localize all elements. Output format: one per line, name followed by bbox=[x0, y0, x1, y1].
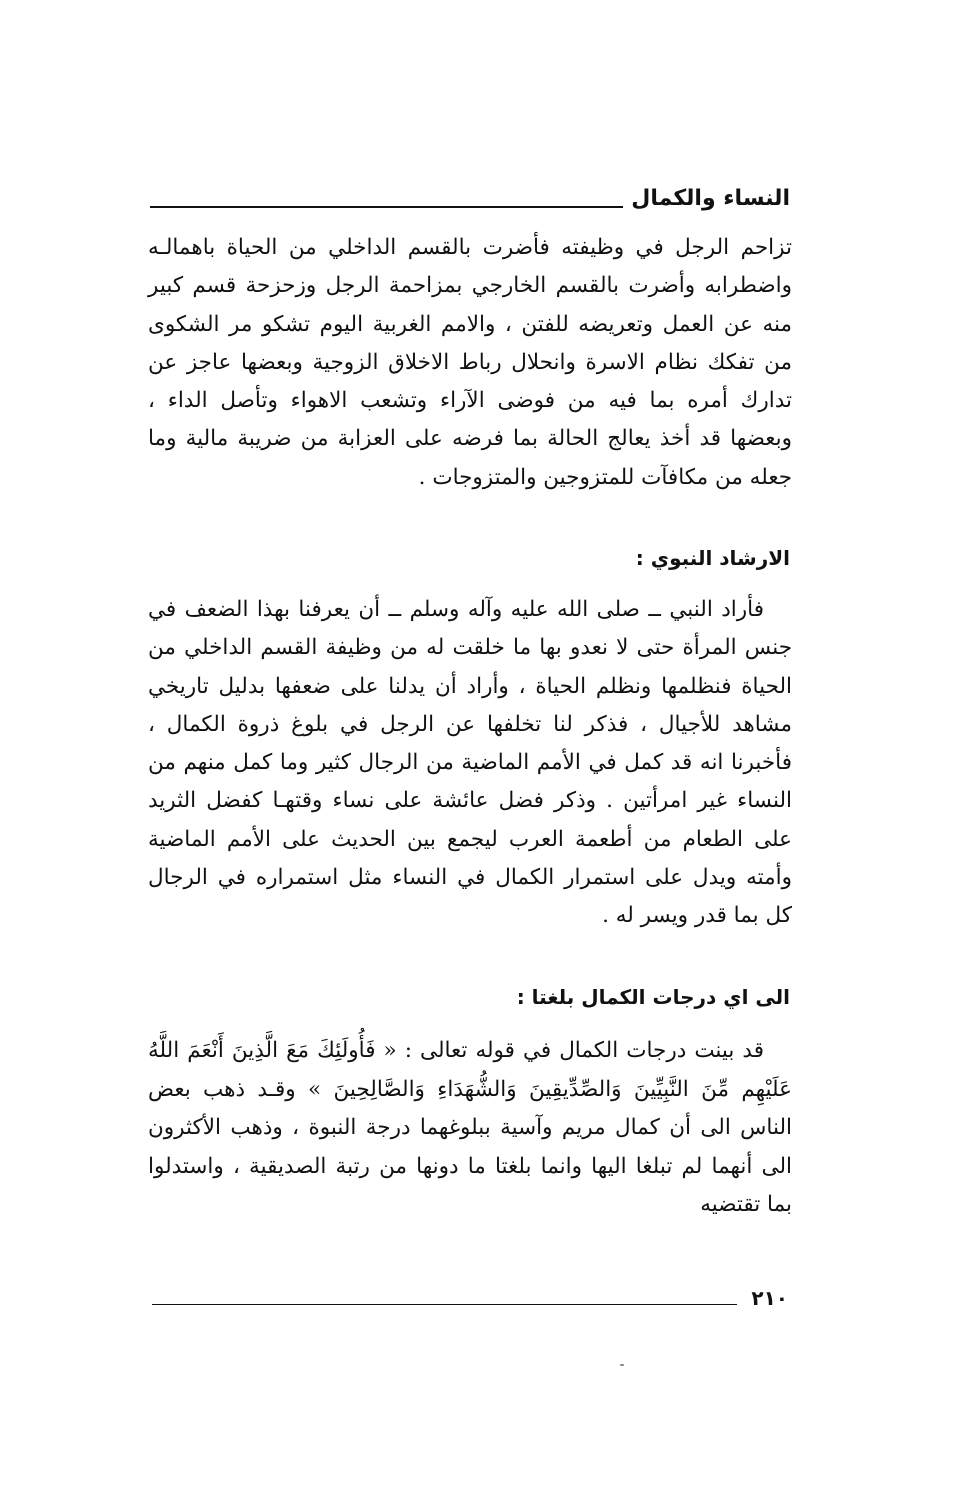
heading-prophetic-guidance: الارشاد النبوي : bbox=[635, 546, 790, 570]
page-footer bbox=[150, 1283, 790, 1313]
paragraph-2: فأراد النبي ــ صلى الله عليه وآله وسلم ــ أن يعرفنا بهذا الضعف في جنس المرأة حتى لا نعدو بها ما خلقت له من وظيفة القسم الداخلي من الحياة فنظلمها ونظلم الحياة ، وأراد أن يدلنا على ضعفها بدليل تاريخي مشاهد للأجيال ، فذكر لنا تخلفها عن الرجل في بلوغ ذروة الكمال ، فأخبرنا انه قد كمل في الأمم الماضية من الرجال كثير وما كمل منهم من النساء غير امرأتين . وذكر فضل عائشة على نساء وقتهـا كفضل الثريد على الطعام من أطعمة العرب ليجمع بين الحديث على الأمم الماضية وأمته ويدل على استمرار الكمال في النساء مثل استمراره في الرجال كل بما قدر ويسر له . bbox=[148, 597, 792, 929]
paragraph-3-intro: قد بينت درجات الكمال في قوله تعالى : « bbox=[383, 1038, 764, 1063]
page-number: ٢١٠ bbox=[751, 1286, 788, 1310]
quran-verse: فَأُولَئِكَ مَعَ الَّذِينَ أَنْعَمَ اللَّهُ عَلَيْهِم مِّنَ النَّبِيِّينَ وَالصِّدِّيقِينَ وَالشُّهَدَاءِ وَالصَّالِحِينَ bbox=[148, 1038, 792, 1102]
paragraph-1: تزاحم الرجل في وظيفته فأضرت بالقسم الداخلي من الحياة باهمالـه واضطرابه وأضرت بالقسم الخارجي بمزاحمة الرجل وزحزحة قسم كبير منه عن العمل وتعريضه للفتن ، والامم الغربية اليوم تشكو مر الشكوى من تفكك نظام الاسرة وانحلال رباط الاخلاق الزوجية وبعضها عاجز عن تدارك أمره بما فيه من فوضى الآراء وتشعب الاهواء وتأصل الداء ، وبعضها قد أخذ يعالج الحالة بما فرضه على العزابة من ضريبة مالية وما جعله من مكافآت للمتزوجين والمتزوجات . bbox=[148, 235, 792, 490]
footer-rule bbox=[152, 1304, 737, 1305]
paragraph-3 bbox=[148, 1032, 792, 1225]
section-2 bbox=[148, 591, 792, 936]
header-rule bbox=[150, 206, 623, 208]
section-1 bbox=[148, 229, 792, 497]
running-title: النساء والكمال bbox=[631, 186, 790, 211]
running-header bbox=[150, 172, 790, 212]
heading-degrees-of-perfection: الى اي درجات الكمال بلغتا : bbox=[516, 985, 790, 1009]
paragraph-3-continuation: » وقـد ذهب بعض الناس الى أن كمال مريم وآسية ببلوغهما درجة النبوة ، وذهب الأكثرون الى أنهما لم تبلغا اليها وانما بلغتا ما دونها من رتبة الصديقية ، واستدلوا بما تقتضيه bbox=[148, 1076, 792, 1218]
section-3 bbox=[148, 1032, 792, 1225]
scan-speck bbox=[620, 1364, 624, 1366]
